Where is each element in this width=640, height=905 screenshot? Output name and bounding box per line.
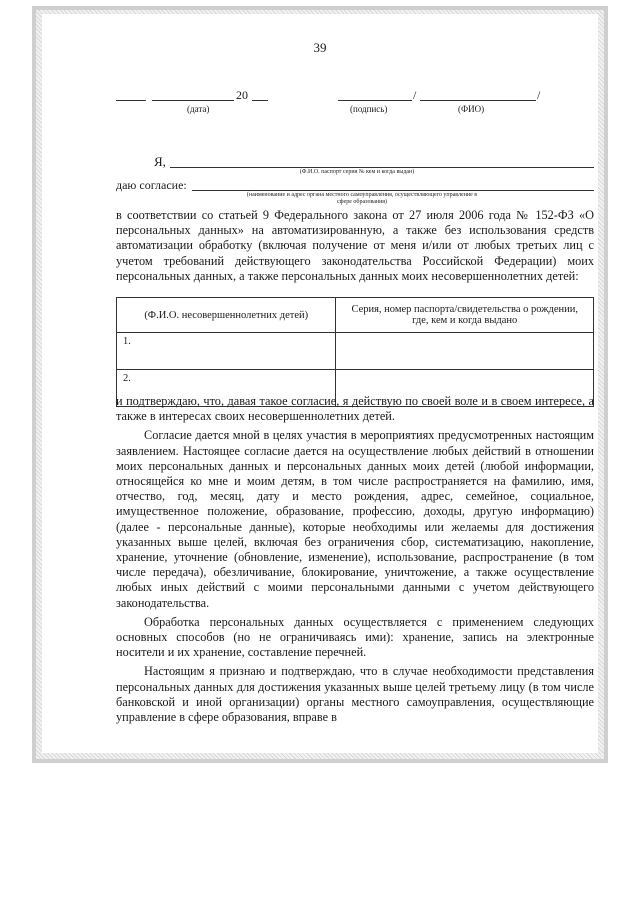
children-name-header: (Ф.И.О. несовершеннолетних детей) <box>117 298 336 333</box>
document-header: Серия, номер паспорта/свидетельства о рождении, где, кем и когда выдано <box>336 298 594 333</box>
page-number: 39 <box>313 40 327 55</box>
processing-methods-paragraph: Обработка персональных данных осуществляется с применением следующих основных способов (но не ограничиваясь ими): хранение, запись на электронные носители и их хранение, составление перечней. <box>116 614 594 660</box>
consent-authority-line <box>192 190 594 191</box>
date-month-line <box>152 100 234 101</box>
purpose-paragraph: Согласие дается мной в целях участия в мероприятиях предусмотренных настоящим заявлением. Настоящее согласие дается на осуществление любых действий в отношении моих персональных данных и персональных данных моих детей (любой информации, относящейся ко мне и моим детям, в том числе распространяется на фамилию, имя, отчество, год, месяц, дату и место рождения, адрес, семейное, социальное, имущественное положение, образование, профессию, доходы, другую информацию) (далее - персональные данные), которые необходимы или желаемы для достижения указанных выше целей, включая без ограничения сбор, систематизацию, накопление, хранение, уточнение (обновление, изменение), использование, распространение (в том числе передача), обезличивание, блокирование, уничтожение, а также осуществление любых иных действий с моими персональными данными с учетом действующего законодательства. <box>116 428 594 610</box>
declarant-ya: Я, <box>154 154 166 169</box>
fio-line <box>420 100 536 101</box>
fio-slash: / <box>537 88 541 102</box>
child-document-cell <box>336 333 594 370</box>
passport-caption: (Ф.И.О. паспорт серия № кем и когда выдан) <box>299 169 415 175</box>
consent-label: даю согласие: <box>116 178 187 192</box>
signature-slash: / <box>413 88 417 102</box>
authority-caption: (наименование и адрес органа местного самоуправления, осуществляющего управление в сфере образования) <box>246 192 478 205</box>
after-table-paragraph: и подтверждаю, что, давая такое согласие, я действую по своей воле и в своем интересе, а также в интересах своих несовершеннолетних детей. <box>116 394 594 424</box>
date-day-line <box>116 100 146 101</box>
third-party-paragraph: Настоящим я признаю и подтверждаю, что в случае необходимости представления персональных данных для достижения указанных выше целей третьему лицу (в том числе банковской и иной организации) органы местного самоуправления, осуществляющие управление в сфере образования, вправе в <box>116 664 594 725</box>
page-frame <box>32 6 608 763</box>
document-page <box>42 14 598 753</box>
intro-paragraph: в соответствии со статьей 9 Федерального закона от 27 июля 2006 года № 152-ФЗ «О персональных данных» на автоматизированную, а также без использования средств автоматизации обработку (включая получение от меня и/или от любых третьих лиц с учетом требований действующего законодательства Российской Федерации) моих персональных данных, а также персональных данных моих несовершеннолетних детей: <box>116 208 594 283</box>
fio-caption: (ФИО) <box>458 104 485 114</box>
child-row-number: 1. <box>117 333 336 370</box>
signature-caption: (подпись) <box>350 104 388 114</box>
date-caption: (дата) <box>187 104 210 114</box>
declarant-name-line <box>170 167 594 168</box>
children-table <box>116 297 594 407</box>
table-header-row <box>117 298 594 333</box>
date-year-prefix: 20 <box>236 88 248 102</box>
signature-line <box>338 100 412 101</box>
date-year-line <box>252 100 268 101</box>
child-row-number: 2. <box>117 370 336 407</box>
consent-body <box>116 394 594 729</box>
table-row <box>117 333 594 370</box>
